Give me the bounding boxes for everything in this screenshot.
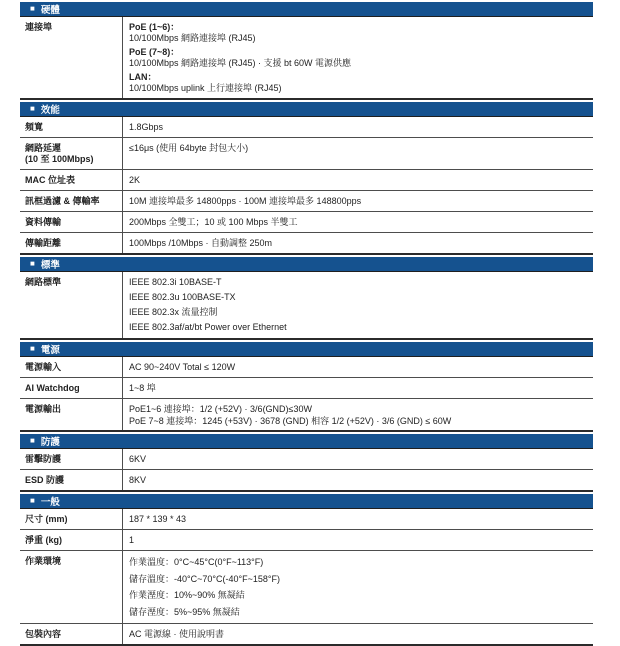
value-group (129, 72, 589, 94)
row-label-text: AI Watchdog (25, 383, 80, 393)
table-row (20, 470, 593, 490)
section-body (20, 117, 593, 255)
table-row (20, 212, 593, 233)
row-label (20, 551, 122, 623)
row-value: 1~8 埠 (122, 378, 593, 398)
section-body (20, 357, 593, 432)
square-bullet-icon: ■ (30, 259, 35, 268)
row-label-text: (10 至 100Mbps) (25, 154, 94, 164)
section-title: 標準 (40, 260, 60, 271)
square-bullet-icon: ■ (30, 344, 35, 353)
table-row (20, 170, 593, 191)
section-header (20, 102, 593, 117)
row-value: 8KV (122, 470, 593, 490)
row-value: AC 90~240V Total ≤ 120W (122, 357, 593, 377)
section-body (20, 449, 593, 492)
section-body (20, 17, 593, 100)
row-label (20, 117, 122, 137)
row-label (20, 170, 122, 190)
section-power (20, 342, 593, 432)
table-row (20, 551, 593, 624)
row-label-text: 包裝內容 (25, 629, 62, 639)
value-line: IEEE 802.3u 100BASE-TX (129, 292, 236, 302)
value-group-detail: 10/100Mbps uplink 上行連接埠 (RJ45) (129, 83, 282, 93)
row-label-text: 訊框過濾 & 傳輸率 (25, 196, 100, 206)
row-label-text: 淨重 (kg) (25, 535, 62, 545)
section-performance (20, 102, 593, 255)
row-value: AC 電源線 · 使用說明書 (122, 624, 593, 644)
value-line: PoE1~6 連接埠：1/2 (+52V) · 3/6(GND)≤30W (129, 404, 313, 414)
square-bullet-icon: ■ (30, 104, 35, 113)
row-label-text: 尺寸 (mm) (25, 514, 68, 524)
table-row (20, 191, 593, 212)
value-group (129, 22, 589, 44)
section-body (20, 509, 593, 646)
section-title: 一般 (40, 497, 60, 508)
row-label (20, 378, 122, 398)
table-row (20, 117, 593, 138)
row-label (20, 530, 122, 550)
row-value (122, 17, 593, 98)
row-label-text: 網路標準 (25, 277, 62, 287)
row-label-text: 作業環境 (25, 556, 62, 566)
table-row (20, 509, 593, 530)
table-row (20, 449, 593, 470)
section-title: 效能 (40, 105, 60, 116)
row-value: 100Mbps /10Mbps · 自動調整 250m (122, 233, 593, 253)
value-group-detail: 10/100Mbps 網路連接埠 (RJ45) (129, 33, 256, 43)
value-group-title: LAN： (129, 72, 157, 82)
table-row (20, 233, 593, 253)
square-bullet-icon: ■ (30, 496, 35, 505)
row-label-text: 網路延遲 (25, 143, 62, 153)
row-label-text: 電源輸出 (25, 404, 62, 414)
row-label (20, 449, 122, 469)
row-value: 10M 連接埠最多 14800pps · 100M 連接埠最多 148800pps (122, 191, 593, 211)
table-row (20, 272, 593, 338)
square-bullet-icon: ■ (30, 4, 35, 13)
value-line: 作業溫度：0°C~45°C(0°F~113°F) (129, 557, 264, 567)
row-value: 6KV (122, 449, 593, 469)
section-protection (20, 434, 593, 492)
value-line: 儲存溫度：-40°C~70°C(-40°F~158°F) (129, 573, 280, 584)
row-label (20, 233, 122, 253)
table-row (20, 530, 593, 551)
row-value: 187 * 139 * 43 (122, 509, 593, 529)
section-header (20, 434, 593, 449)
row-label (20, 399, 122, 430)
section-header (20, 342, 593, 357)
row-value: 1.8Gbps (122, 117, 593, 137)
row-label-text: 電源輸入 (25, 362, 62, 372)
value-group-detail: 10/100Mbps 網路連接埠 (RJ45) · 支援 bt 60W 電源供應 (129, 58, 352, 68)
value-group-title: PoE (7~8)： (129, 47, 180, 57)
row-label-text: ESD 防護 (25, 475, 65, 485)
table-row (20, 138, 593, 170)
table-row (20, 624, 593, 644)
section-title: 電源 (40, 345, 60, 356)
row-label-text: 頻寬 (25, 122, 44, 132)
table-row (20, 357, 593, 378)
section-body (20, 272, 593, 340)
row-label (20, 509, 122, 529)
row-value: ≤16μs (使用 64byte 封包大小) (122, 138, 593, 169)
row-value: 2K (122, 170, 593, 190)
section-header (20, 2, 593, 17)
table-row (20, 399, 593, 430)
section-general (20, 494, 593, 646)
table-row (20, 378, 593, 399)
row-value (122, 551, 593, 623)
value-line: PoE 7~8 連接埠：1245 (+53V) · 3678 (GND) 相容 1/2 (+52V) · 3/6 (GND) ≤ 60W (129, 416, 452, 426)
value-line: IEEE 802.3i 10BASE-T (129, 277, 222, 287)
value-line: 作業溼度：10%~90% 無凝結 (129, 590, 245, 600)
row-label-text: 雷擊防護 (25, 454, 62, 464)
section-title: 防護 (40, 437, 60, 448)
section-header (20, 257, 593, 272)
row-label (20, 272, 122, 338)
row-label (20, 212, 122, 232)
square-bullet-icon: ■ (30, 436, 35, 445)
section-standards (20, 257, 593, 340)
row-value: 1 (122, 530, 593, 550)
section-hardware (20, 2, 593, 100)
value-group-title: PoE (1~6)： (129, 22, 180, 32)
row-value: 200Mbps 全雙工；10 或 100 Mbps 半雙工 (122, 212, 593, 232)
row-label-text: 傳輸距離 (25, 238, 62, 248)
row-label-text: 連接埠 (25, 22, 53, 32)
section-title: 硬體 (40, 5, 60, 16)
section-header (20, 494, 593, 509)
row-label-text: 資料傳輸 (25, 217, 62, 227)
table-row (20, 17, 593, 98)
value-line: 儲存溼度：5%~95% 無凝結 (129, 606, 240, 617)
row-label (20, 357, 122, 377)
value-line: IEEE 802.3af/at/bt Power over Ethernet (129, 322, 287, 332)
row-value (122, 399, 593, 430)
row-label (20, 624, 122, 644)
row-label (20, 191, 122, 211)
value-line: IEEE 802.3x 流量控制 (129, 307, 218, 317)
row-label (20, 17, 122, 98)
row-label (20, 470, 122, 490)
row-label (20, 138, 122, 169)
row-label-text: MAC 位址表 (25, 175, 75, 185)
row-value (122, 272, 593, 338)
value-group (129, 47, 589, 69)
